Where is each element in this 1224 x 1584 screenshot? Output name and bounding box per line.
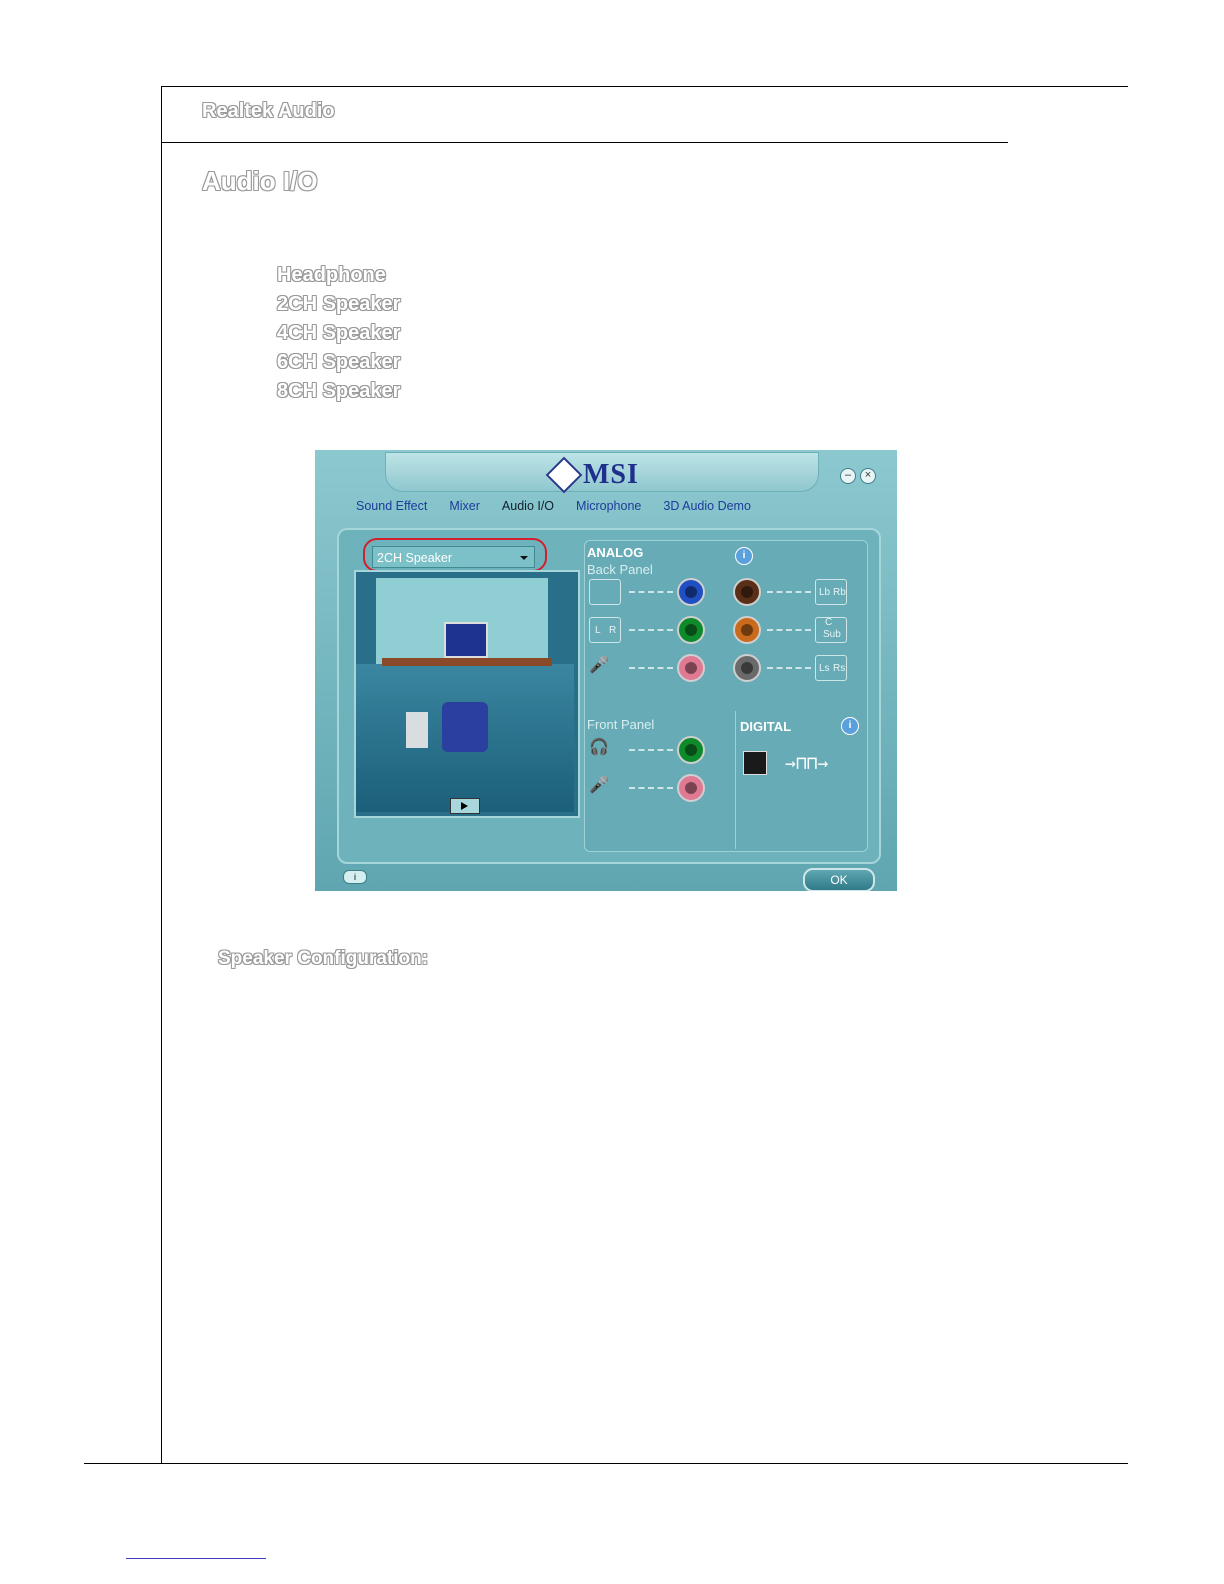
header-rule: [162, 142, 1008, 143]
select-highlight-circle: [363, 538, 547, 572]
option-4ch-speaker: 4CH Speaker: [277, 322, 401, 344]
front-panel-label: Front Panel: [587, 717, 655, 732]
about-info-button[interactable]: i: [343, 870, 367, 884]
wire-line: [767, 629, 811, 631]
desk-illustration: [382, 658, 552, 666]
wire-line: [629, 667, 673, 669]
wire-line: [629, 787, 673, 789]
digital-info-icon[interactable]: i: [841, 717, 859, 735]
monitor-illustration: [444, 622, 488, 658]
jack-front-pink[interactable]: [677, 774, 705, 802]
tab-audio-io[interactable]: Audio I/O: [501, 499, 555, 513]
digital-title: DIGITAL: [740, 719, 792, 734]
speaker-sub-label: Sub: [823, 629, 841, 640]
microphone-icon: 🎤: [589, 657, 609, 674]
analog-digital-divider: [735, 711, 736, 849]
bottom-rule: [84, 1463, 1128, 1464]
pc-tower-illustration: [406, 712, 428, 748]
wire-line: [629, 749, 673, 751]
option-2ch-speaker: 2CH Speaker: [277, 293, 401, 315]
spdif-port-icon: [743, 751, 767, 775]
jack-orange[interactable]: [733, 616, 761, 644]
jack-gray[interactable]: [733, 654, 761, 682]
jack-green[interactable]: [677, 616, 705, 644]
speaker-config-value: 2CH Speaker: [377, 551, 453, 565]
tab-sound-effect[interactable]: Sound Effect: [356, 499, 428, 513]
wire-line: [629, 591, 673, 593]
front-microphone-icon: 🎤: [589, 777, 609, 794]
analog-title: ANALOG: [587, 545, 644, 560]
wire-line: [629, 629, 673, 631]
tab-bar: [345, 496, 762, 516]
speaker-rb-label: Rb: [833, 587, 846, 598]
msi-logo: [551, 459, 639, 491]
option-headphone: Headphone: [277, 264, 386, 286]
ok-button[interactable]: OK: [803, 868, 875, 891]
jack-front-green[interactable]: [677, 736, 705, 764]
close-icon[interactable]: ×: [860, 468, 876, 484]
option-6ch-speaker: 6CH Speaker: [277, 351, 401, 373]
analog-info-icon[interactable]: i: [735, 547, 753, 565]
option-8ch-speaker: 8CH Speaker: [277, 380, 401, 402]
minimize-icon[interactable]: –: [840, 468, 856, 484]
section-title: Audio I/O: [202, 166, 318, 196]
wire-line: [767, 667, 811, 669]
audio-io-panel: [337, 528, 881, 864]
digital-signal-icon: →⊓⊓→: [785, 753, 829, 774]
tab-3d-audio-demo[interactable]: 3D Audio Demo: [663, 499, 751, 513]
footer-link-underline: [126, 1558, 266, 1559]
headphone-icon: 🎧: [589, 739, 609, 756]
page-header-title: Realtek Audio: [202, 100, 335, 122]
line-in-device-icon: [589, 579, 621, 605]
speaker-lb-label: Lb: [819, 587, 831, 598]
brand-text: MSI: [583, 459, 639, 490]
jack-brown[interactable]: [733, 578, 761, 606]
top-rule: [162, 86, 1128, 87]
room-preview: [354, 570, 580, 818]
play-icon: [461, 802, 468, 810]
realtek-audio-window-screenshot: [315, 450, 897, 891]
speaker-options-list: [277, 262, 400, 407]
speaker-rs-label: Rs: [833, 663, 846, 674]
play-button[interactable]: [450, 798, 480, 814]
analog-digital-box: [584, 540, 868, 852]
wire-line: [767, 591, 811, 593]
tab-microphone[interactable]: Microphone: [576, 499, 642, 513]
window-titlebar: [385, 452, 819, 492]
speaker-center-label: C: [825, 617, 833, 628]
jack-pink[interactable]: [677, 654, 705, 682]
speaker-ls-label: Ls: [819, 663, 830, 674]
tab-mixer[interactable]: Mixer: [449, 499, 480, 513]
speaker-l-label: L: [595, 625, 601, 636]
left-rule: [161, 86, 162, 1464]
jack-blue[interactable]: [677, 578, 705, 606]
chair-illustration: [442, 702, 488, 752]
msi-logo-icon: [546, 457, 583, 494]
speaker-configuration-heading: Speaker Configuration:: [218, 948, 429, 969]
speaker-r-label: R: [609, 625, 617, 636]
back-panel-label: Back Panel: [587, 562, 653, 577]
